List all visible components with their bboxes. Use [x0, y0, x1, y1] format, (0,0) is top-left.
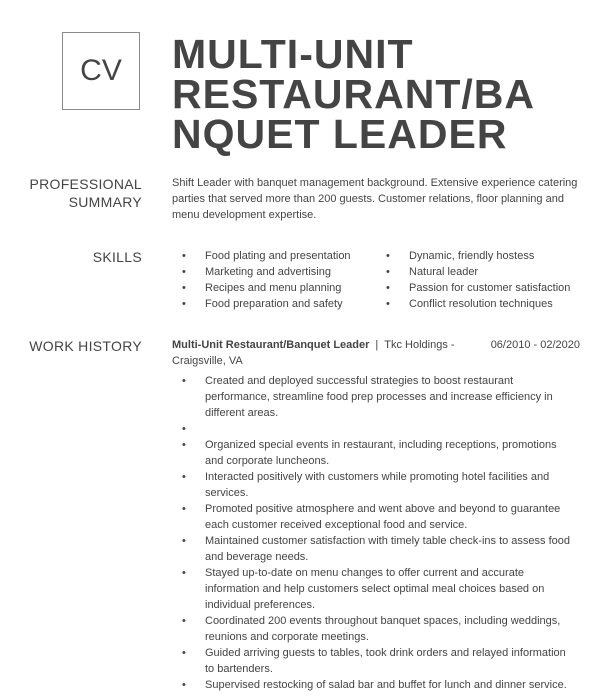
- duty-item: • Created and deployed successful strategies to boost restaurant performance, streamline food prep processes and increase efficiency in different areas.: [172, 373, 572, 421]
- skill-item: • Marketing and advertising: [172, 264, 376, 280]
- job-company: Tkc Holdings -: [384, 339, 455, 351]
- skills-column-1: [172, 248, 376, 312]
- title-line-1: MULTI-UNIT: [172, 31, 414, 77]
- skill-item: • Conflict resolution techniques: [376, 296, 570, 312]
- cv-logo: [62, 32, 140, 110]
- duty-item: • Organized special events in restaurant, including receptions, promotions and corporate luncheons.: [172, 437, 572, 469]
- skill-item: • Natural leader: [376, 264, 570, 280]
- skill-item: • Passion for customer satisfaction: [376, 280, 570, 296]
- skills-heading: SKILLS: [92, 249, 142, 265]
- duty-item: [172, 421, 572, 437]
- duty-item: • Promoted positive atmosphere and went above and beyond to guarantee each customer received exceptional food and service.: [172, 501, 572, 533]
- work-history-heading: WORK HISTORY: [29, 338, 142, 354]
- skill-item: • Dynamic, friendly hostess: [376, 248, 570, 264]
- duty-item: • Stayed up-to-date on menu changes to offer current and accurate information and help customers select optimal meal choices based on individual preferences.: [172, 565, 572, 613]
- skill-item: • Recipes and menu planning: [172, 280, 376, 296]
- summary-heading-line-2: SUMMARY: [68, 194, 142, 210]
- job-role: Multi-Unit Restaurant/Banquet Leader: [172, 339, 370, 351]
- job-dates: 06/2010 - 02/2020: [490, 339, 580, 351]
- summary-heading: [20, 175, 142, 211]
- duty-item: • Guided arriving guests to tables, took drink orders and relayed information to bartenders.: [172, 645, 572, 677]
- skill-item: • Food preparation and safety: [172, 296, 376, 312]
- duty-item: • Maintained customer satisfaction with timely table check-ins to assess food and beverage needs.: [172, 533, 572, 565]
- summary-heading-line-1: PROFESSIONAL: [29, 176, 142, 192]
- skills-column-2: [376, 248, 570, 312]
- duty-item: • Coordinated 200 events throughout banquet spaces, including weddings, reunions and corporate meetings.: [172, 613, 572, 645]
- title-line-3: NQUET LEADER: [172, 111, 508, 157]
- summary-text: Shift Leader with banquet management background. Extensive experience catering parties that served more than 200 guests. Customer relations, floor planning and menu development expertise.: [172, 177, 578, 221]
- job-duties-list: [172, 373, 572, 693]
- job-location: Craigsville, VA: [172, 355, 243, 367]
- cv-logo-text: CV: [80, 54, 122, 87]
- title-line-2: RESTAURANT/BA: [172, 71, 536, 117]
- page-title: [172, 31, 592, 157]
- duty-item: • Supervised restocking of salad bar and buffet for lunch and dinner service.: [172, 677, 572, 693]
- job-separator: |: [375, 339, 379, 351]
- skill-item: • Food plating and presentation: [172, 248, 376, 264]
- job-header: [172, 337, 582, 369]
- skills-list: [172, 248, 592, 312]
- duty-item: • Interacted positively with customers while promoting hotel facilities and services.: [172, 469, 572, 501]
